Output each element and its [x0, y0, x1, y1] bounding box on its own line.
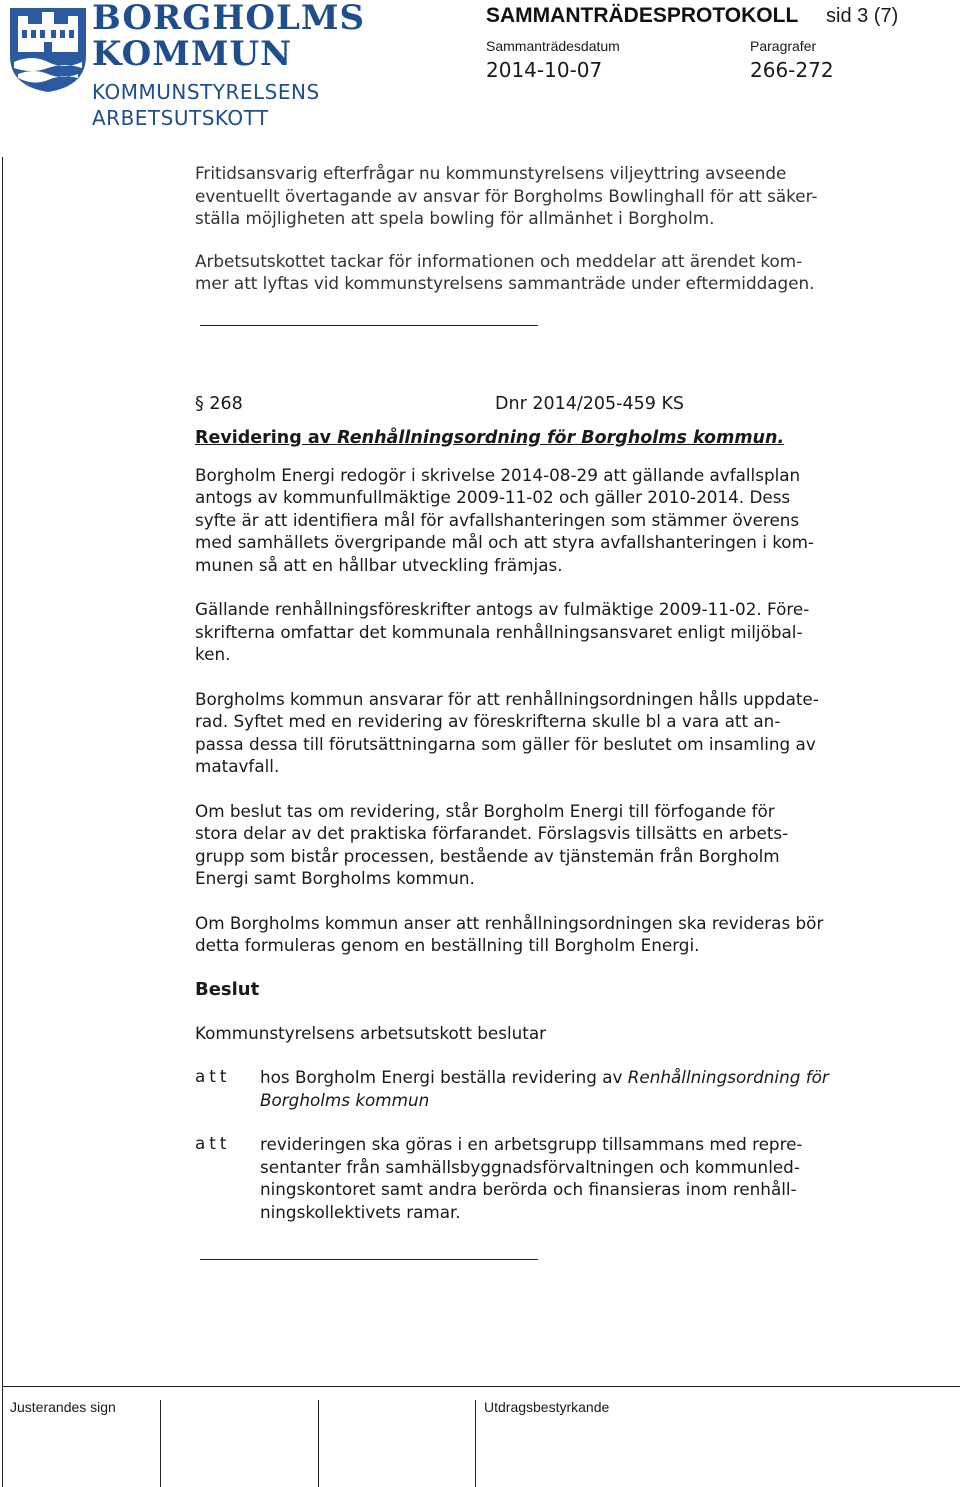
section-title-document: Renhållningsordning för Borgholms kommun. [337, 427, 785, 448]
decision-item-document: Borgholms kommun [260, 1089, 430, 1110]
decision-intro: Kommunstyrelsens arbetsutskott beslutar [195, 1022, 547, 1043]
section-title-prefix: Revidering av [195, 427, 338, 448]
text-line: ningskollektivets ramar. [260, 1201, 461, 1222]
text-line: Gällande renhållningsföreskrifter antogs av fulmäktige 2009-11-02. Före- [195, 599, 810, 619]
signature-box-divider [318, 1400, 319, 1487]
text-line: rad. Syftet med en revidering av föreskrifterna skulle bl a vara att an- [195, 711, 781, 731]
signature-box-divider [475, 1400, 476, 1487]
text-line: eventuellt övertagande av ansvar för Borgholms Bowlinghall för att säker- [195, 185, 818, 206]
text-line: Om beslut tas om revidering, står Borgholm Energi till förfogande för [195, 800, 775, 821]
organization-line2: ARBETSUTSKOTT [92, 106, 269, 130]
meeting-date-label: Sammanträdesdatum [486, 38, 620, 54]
body-paragraph-5 [195, 912, 895, 957]
section-title [195, 428, 895, 448]
end-separator [200, 1259, 538, 1260]
body-paragraph-3 [195, 688, 895, 778]
decision-item-text: hos Borgholm Energi beställa revidering av [260, 1067, 628, 1087]
decision-item-2 [195, 1133, 895, 1223]
organization-line1: KOMMUNSTYRELSENS [92, 80, 320, 104]
document-body [195, 162, 895, 1260]
text-line: sentanter från samhällsbyggnadsförvaltningen och kommunled- [260, 1156, 800, 1177]
meeting-date-value: 2014-10-07 [486, 58, 603, 82]
decision-item-document: Renhållningsordning för [627, 1067, 829, 1087]
text-line: Borgholms kommun ansvarar för att renhållningsordningen hålls uppdate- [195, 688, 819, 709]
text-line: Fritidsansvarig efterfrågar nu kommunstyrelsens viljeyttring avseende [195, 163, 787, 183]
brand-name-line2: KOMMUN [92, 34, 293, 74]
body-paragraph-4 [195, 800, 895, 890]
text-line: grupp som bistår processen, bestående av tjänstemän från Borgholm [195, 845, 780, 866]
text-line: mer att lyftas vid kommunstyrelsens sammanträde under eftermiddagen. [195, 273, 815, 293]
text-line: revideringen ska göras i en arbetsgrupp tillsammans med repre- [260, 1134, 803, 1154]
signature-label: Justerandes sign [10, 1399, 116, 1415]
section-heading-row [195, 394, 895, 418]
text-line: detta formuleras genom en beställning till Borgholm Energi. [195, 935, 700, 955]
decision-item-key: att [195, 1066, 231, 1086]
text-line: ställa möjligheten att spela bowling för allmänhet i Borgholm. [195, 208, 715, 228]
text-line: ningskontoret samt andra berörda och finansieras inom renhåll- [260, 1179, 797, 1199]
body-paragraph-2 [195, 598, 895, 666]
paragraphs-label: Paragrafer [750, 38, 817, 54]
case-number: Dnr 2014/205-459 KS [495, 393, 685, 414]
text-line: ken. [195, 644, 231, 664]
text-line: stora delar av det praktiska förfarandet. Förslagsvis tillsätts en arbets- [195, 823, 789, 843]
text-line: matavfall. [195, 756, 280, 776]
intro-paragraph-2 [195, 250, 895, 295]
text-line: Om Borgholms kommun anser att renhållningsordningen ska revideras bör [195, 912, 824, 933]
brand-name-line1: BORGHOLMS [92, 0, 366, 38]
municipal-crest-logo [8, 6, 88, 94]
footer-top-line [2, 1386, 960, 1387]
decision-heading: Beslut [195, 978, 260, 1000]
text-line: antogs av kommunfullmäktige 2009-11-02 och gäller 2010-2014. Dess [195, 487, 791, 507]
body-paragraph-1 [195, 464, 895, 577]
text-line: med samhällets övergripande mål och att styra avfallshanteringen i kom- [195, 532, 814, 552]
paragraphs-value: 266-272 [750, 58, 834, 82]
document-type: SAMMANTRÄDESPROTOKOLL [486, 4, 799, 27]
decision-item-key: att [195, 1133, 231, 1153]
section-number: § 268 [195, 393, 243, 414]
signature-box-divider [160, 1400, 161, 1487]
text-line: Arbetsutskottet tackar för informationen och meddelar att ärendet kom- [195, 250, 803, 271]
text-line: passa dessa till förutsättningarna som gäller för beslutet om insamling av [195, 733, 816, 754]
certification-label: Utdragsbestyrkande [484, 1399, 610, 1415]
page-number: sid 3 (7) [826, 5, 899, 27]
intro-paragraph-1 [195, 162, 895, 230]
text-line: Borgholm Energi redogör i skrivelse 2014-08-29 att gällande avfallsplan [195, 464, 801, 485]
text-line: skrifterna omfattar det kommunala renhållningsansvaret enligt miljöbal- [195, 621, 803, 642]
decision-item-1 [195, 1066, 895, 1111]
left-margin-line [2, 157, 3, 1487]
text-line: syfte är att identifiera mål för avfallshanteringen som stämmer överens [195, 509, 800, 530]
text-line: munen så att en hållbar utveckling främjas. [195, 554, 563, 575]
text-line: Energi samt Borgholms kommun. [195, 868, 475, 888]
